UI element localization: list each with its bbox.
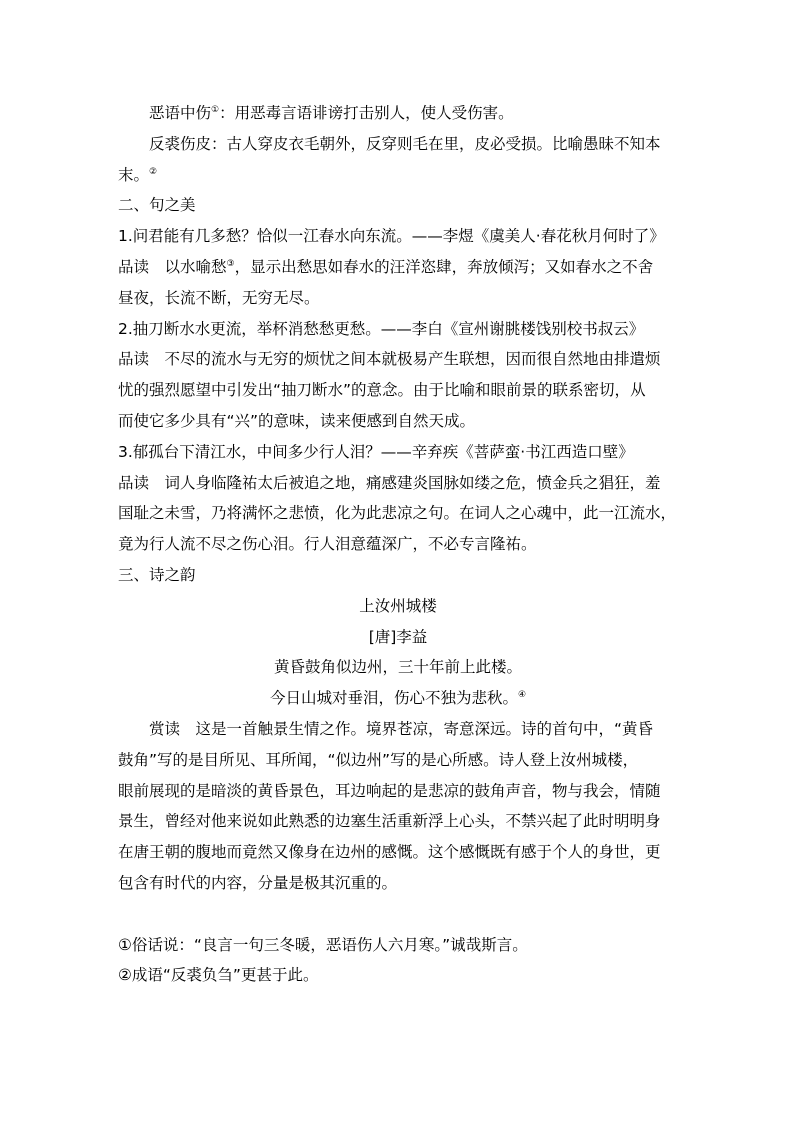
footnote-mark-1: ① [211,104,220,115]
quote-2: 2.抽刀断水水更流，举杯消愁愁更愁。——李白《宣州谢朓楼饯别校书叔云》 [118,319,645,338]
appreciation-line-2: 鼓角”写的是目所见、耳所闻，“似边州”写的是心所感。诗人登上汝州城楼， [118,750,639,769]
quote-1: 1.问君能有几多愁？恰似一江春水向东流。——李煜《虞美人·春花秋月何时了》 [118,227,665,246]
quote-1-reading-line-2: 昼夜，长流不断，无穷无尽。 [118,288,320,307]
appreciation-line-6: 包含有时代的内容，分量是极其沉重的。 [118,873,398,892]
quote-3: 3.郁孤台下清江水，中间多少行人泪？——辛弃疾《菩萨蛮·书江西造口壁》 [118,442,634,461]
poem-line-2: 今日山城对垂泪，伤心不独为悲秋。 [269,689,518,708]
poem-line-2-wrap [118,683,678,714]
quote-2-reading-line-3: 而使它多少具有“兴”的意味，读来便感到自然天成。 [118,411,476,430]
quote-3-reading-line-1: 品读 词人身临隆祐太后被追之地，痛感建炎国脉如缕之危，愤金兵之猖狂，羞 [118,473,661,492]
quote-3-reading-line-2: 国耻之未雪，乃将满怀之悲愤，化为此悲凉之句。在词人之心魂中，此一江流水， [118,504,677,523]
quote-2-reading [118,344,678,436]
footnote-mark-4: ④ [517,689,527,700]
appreciation-line-3: 眼前展现的是暗淡的黄昏景色，耳边响起的是悲凉的鼓角声音，物与我会，情随 [118,781,661,800]
idiom-definition: ：用恶毒言语诽谤打击别人，使人受伤害。 [219,104,514,122]
idiom-entry-2-line-2 [118,160,678,191]
quote-2-reading-line-1: 品读 不尽的流水与无穷的烦忧之间本就极易产生联想，因而很自然地由排遣烦 [118,350,661,369]
section-heading-2: 二、句之美 [118,196,196,215]
idiom-term: 恶语中伤 [149,104,212,122]
appreciation-line-4: 景生，曾经对他来说如此熟悉的边塞生活重新浮上心头，不禁兴起了此时明明身 [118,812,661,831]
quote-1-reading [118,252,678,314]
quote-1-reading-a: 品读 以水喻愁 [118,257,227,276]
quote-3-reading-line-3: 竟为行人流不尽之伤心泪。行人泪意蕴深广，不必专言隆祐。 [118,535,537,554]
appreciation-line-5: 在唐王朝的腹地而竟然又像身在边州的感慨。这个感慨既有感于个人的身世，更 [118,843,661,862]
idiom-entry-1 [118,98,678,129]
poem-author: [唐]李益 [368,627,428,646]
quote-1-reading-b: ，显示出愁思如春水的汪洋恣肆，奔放倾泻；又如春水之不舍 [234,257,654,276]
quote-3-reading [118,468,678,560]
footnote-mark-2: ② [149,166,158,177]
document-body [118,98,678,991]
quote-1-reading-line-1 [118,252,678,283]
poem-title: 上汝州城楼 [359,596,437,615]
footnote-mark-3: ③ [226,258,235,269]
section-heading-3: 三、诗之韵 [118,565,196,584]
quote-2-reading-line-2: 忧的强烈愿望中引发出“抽刀断水”的意念。由于比喻和眼前景的联系密切，从 [118,381,646,400]
poem-line-1: 黄昏鼓角似边州，三十年前上此楼。 [273,658,522,677]
spacer [118,899,678,930]
footnote-2: ②成语“反裘负刍”更甚于此。 [118,966,319,985]
poem-appreciation [118,714,678,899]
appreciation-line-1: 赏读 这是一首触景生情之作。境界苍凉，寄意深远。诗的首句中，“黄昏 [149,719,654,738]
idiom-entry-2-line-1: 反裘伤皮：古人穿皮衣毛朝外，反穿则毛在里，皮必受损。比喻愚昧不知本 [149,134,661,153]
idiom-entry-2 [118,129,678,191]
footnote-1: ①俗话说：“良言一句三冬暖，恶语伤人六月寒。”诚哉斯言。 [118,935,528,954]
idiom-entry-2-end: 末。 [118,165,150,184]
